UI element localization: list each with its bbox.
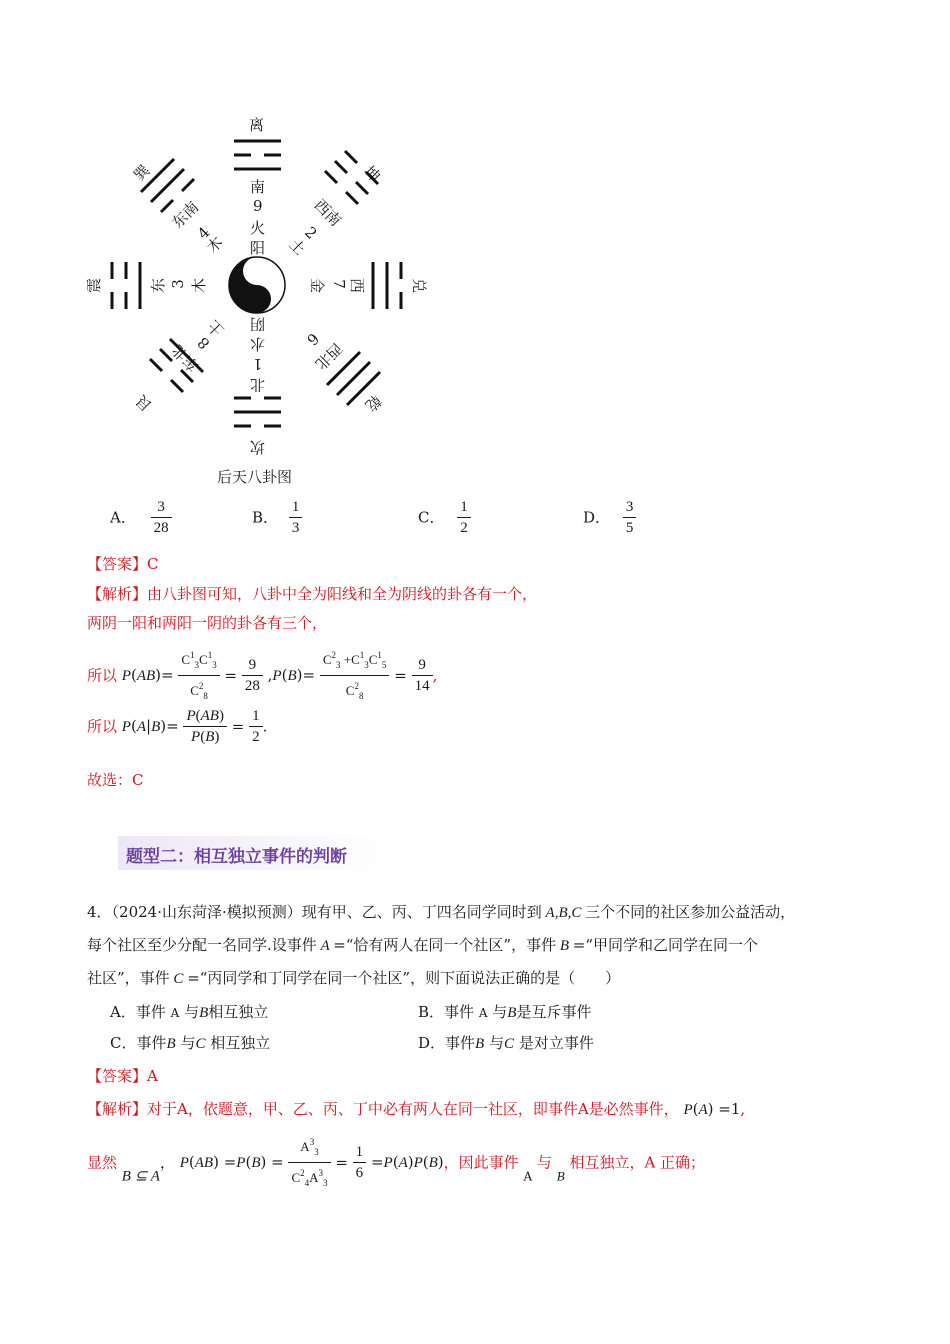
- q3-option-d: D． $\frac{3}{5}$: [583, 497, 636, 538]
- q4-answer: 【答案】A: [87, 1067, 158, 1085]
- ring-north-2: 水: [250, 335, 266, 353]
- q3-analysis-line1: 【解析】由八卦图可知，八卦中全为阳线和全为阴线的卦各有一个，: [87, 585, 538, 603]
- q3-option-a: A． $\frac{3}{28}$: [110, 497, 172, 538]
- ring-east-1: 东: [149, 277, 168, 294]
- trigram-li-lines: [234, 141, 281, 169]
- ring-northwest-1: 西北: [311, 339, 346, 374]
- q4-analysis-line1: 【解析】对于A，依题意，甲、乙、丙、丁中必有两人在同一社区，即事件A是必然事件， P(A) =1,: [87, 1100, 746, 1118]
- q3-formula-1: 所以 P(AB)= $\frac{C^1_3C^1_3}{C^2_8}$ = $\frac{9}{28}$ ,P(B)= $\frac{C^2_3 +C^1_3C^1_5}{C^2_8}$ = $\frac{9}{14}$ ,: [87, 645, 437, 706]
- section-heading: [118, 836, 388, 870]
- trigram-name-li: 离: [249, 116, 265, 134]
- q4-analysis-line2: 显然 B ⊆ A， P(AB) =P(B) = $\frac{A^3_3}{C^2_4A^3_3}$ = $\frac{1}{6}$ =P(A)P(B)，因此事件 $_A$ 与 B 相互独立，A 正确；: [87, 1132, 705, 1193]
- trigram-name-kan: 坎: [250, 438, 266, 456]
- section-title: 题型二：相互独立事件的判断: [126, 847, 347, 867]
- q4-option-b: B．事件 A 与B是互斥事件: [418, 1003, 592, 1021]
- q4-line2: 每个社区至少分配一名同学.设事件 A =“恰有两人在同一个社区”，事件 B =“甲同学和乙同学在同一个: [87, 936, 759, 954]
- q3-option-b: B． $\frac{1}{3}$: [252, 497, 302, 538]
- ring-southeast-1: 东南: [168, 197, 203, 232]
- ring-west-3: 金: [308, 277, 327, 294]
- q4-option-d: D．事件B 与C 是对立事件: [418, 1034, 594, 1052]
- q4-option-a: A．事件 A 与B相互独立: [110, 1003, 269, 1021]
- ring-southwest-2: 2: [301, 223, 321, 243]
- trigram-kan-lines: [234, 398, 281, 426]
- q4-line3: 社区”，事件 C =“丙同学和丁同学在同一个社区”，则下面说法正确的是（ ）: [87, 969, 621, 987]
- trigram-name-dui: 兑: [410, 277, 429, 294]
- q4-line1: 4．（2024·山东菏泽·模拟预测）现有甲、乙、丙、丁四名同学同时到 A,B,C 三个不同的社区参加公益活动，: [87, 903, 796, 921]
- ring-north-4: 北: [250, 376, 266, 394]
- ring-south-1: 南: [250, 178, 266, 196]
- trigram-name-zhen: 震: [85, 277, 104, 294]
- ring-southeast-2: 4: [194, 223, 214, 243]
- ring-southwest-1: 西南: [310, 195, 345, 230]
- taiji-symbol: [229, 257, 285, 313]
- ring-west-1: 西: [348, 277, 367, 294]
- q3-option-c: C． $\frac{1}{2}$: [418, 497, 471, 538]
- diagram-caption: 后天八卦图: [217, 468, 293, 486]
- ring-northeast-1: 土: [204, 316, 228, 340]
- q4-option-c: C．事件B 与C 相互独立: [110, 1034, 271, 1052]
- q3-answer: 【答案】C: [87, 555, 159, 573]
- ring-north-3: 1: [253, 355, 263, 373]
- trigram-name-gen: 艮: [132, 391, 156, 415]
- q3-analysis-line2: 两阴一阳和两阳一阴的卦各有三个，: [87, 614, 328, 632]
- ring-northeast-2: 8: [194, 333, 214, 353]
- q3-formula-2: 所以 P(A|B)= $\frac{P(AB)}{P(B)}$ = $\frac{1}{2}$ .: [87, 708, 268, 745]
- trigram-name-kun: 坤: [360, 162, 384, 186]
- trigram-name-xun: 巽: [130, 161, 154, 185]
- ring-west-2: 7: [329, 279, 348, 289]
- ring-north-1: 阴: [250, 315, 266, 333]
- trigram-name-qian: 乾: [361, 391, 385, 415]
- ring-southwest-3: 土: [285, 235, 309, 259]
- ring-east-3: 木: [190, 277, 209, 294]
- ring-south-2: 9: [253, 197, 263, 215]
- ring-northwest-2: 6: [303, 329, 323, 349]
- ring-east-2: 3: [168, 279, 187, 289]
- trigram-zhen-lines: [112, 262, 140, 309]
- ring-northeast-3: 东北: [168, 341, 203, 376]
- trigram-dui-lines: [373, 262, 401, 309]
- ring-southeast-3: 木: [203, 233, 227, 257]
- ring-south-3: 火: [250, 219, 266, 237]
- q3-conclusion: 故选：C: [87, 771, 144, 789]
- ring-south-4: 阳: [250, 239, 266, 257]
